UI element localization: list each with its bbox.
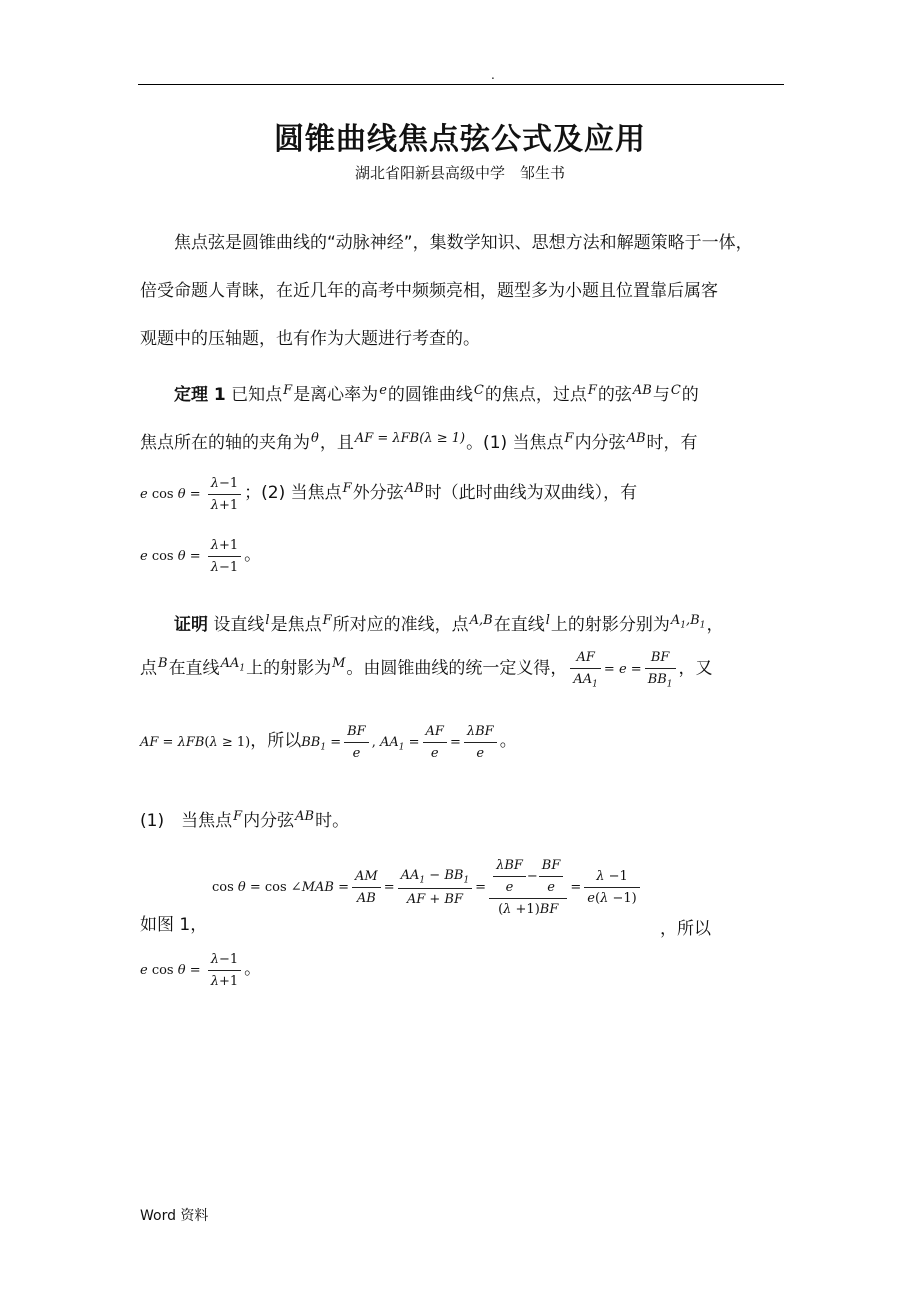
formula-internal: e cos θ = $\frac{\lambda-1}{\lambda+1}$ <box>140 487 244 502</box>
formula-definition: $\frac{AF}{AA_1}$ = e = $\frac{BF}{BB_1}$ <box>567 662 678 677</box>
fig-text-left: 如图 1， <box>140 915 208 935</box>
formula-cos-derivation: cos θ = cos ∠MAB = $\frac{AM}{AB}$ = $\frac{AA_1 - BB_1}{AF + BF}$ = $\frac{\text{λBF}}{e}$ − $\frac{BF}{e}$ (λ +1)BF = $\frac{\lambda -1}{e(\lambda -1)}$ <box>212 858 643 917</box>
header-rule <box>138 84 784 85</box>
intro-line-1: 焦点弦是圆锥曲线的“动脉神经”，集数学知识、思想方法和解题策略于一体， <box>174 233 753 253</box>
theorem-label: 定理 1 <box>174 385 226 405</box>
page-title: 圆锥曲线焦点弦公式及应用 <box>274 122 646 157</box>
formula-final: e cos θ = $\frac{\lambda-1}{\lambda+1}$ <box>140 963 244 978</box>
final-line: e cos θ = $\frac{\lambda-1}{\lambda+1}$ 。 <box>140 952 262 989</box>
theorem-line-4: e cos θ = $\frac{\lambda+1}{\lambda-1}$ 。 <box>140 538 262 575</box>
header-dot: . <box>491 68 495 82</box>
author-line: 湖北省阳新县高级中学 邹生书 <box>354 164 565 182</box>
intro-line-2: 倍受命题人青睐，在近几年的高考中频频亮相，题型多为小题且位置靠后属客 <box>140 281 718 301</box>
footer-text: Word 资料 <box>140 1208 209 1224</box>
proof-line-2: 点$^B$在直线$^{AA_1}$上的射影为$^M$。由圆锥曲线的统一定义得， $\frac{AF}{AA_1}$ = e = $\frac{BF}{BB_1}$ ，又 <box>140 650 713 690</box>
proof-line-1: 证明 设直线$^l$是焦点$^F$所对应的准线，点$^{A,B}$在直线$^l$上的射影分别为$^{A_1,B_1}$， <box>174 613 724 635</box>
formula-external: e cos θ = $\frac{\lambda+1}{\lambda-1}$ <box>140 549 244 564</box>
proof-label: 证明 <box>174 615 208 635</box>
theorem-line-3: e cos θ = $\frac{\lambda-1}{\lambda+1}$ ；(2) 当焦点$^F$外分弦$^{AB}$时（此时曲线为双曲线），有 <box>140 476 638 513</box>
intro-line-3: 观题中的压轴题，也有作为大题进行考查的。 <box>140 329 480 349</box>
case-1-line: (1) 当焦点$^F$内分弦$^{AB}$时。 <box>140 809 350 831</box>
fig-text-right: ，所以 <box>660 919 711 939</box>
theorem-line-1: 定理 1 已知点$^F$是离心率为$^e$的圆锥曲线$^C$的焦点，过点$^F$的弦$^{AB}$与$^C$的 <box>174 383 699 405</box>
theorem-line-2: 焦点所在的轴的夹角为$^\theta$，且$^{AF = \lambda FB(\lambda \ge 1)}$。(1) 当焦点$^F$内分弦$^{AB}$时，有 <box>140 431 698 453</box>
proof-line-3: AF = λFB(λ ≥ 1)，所以$BB_1$ = $\frac{BF}{e}$ , $AA_1$ = $\frac{AF}{e}$ = $\frac{\text{λBF}}{e}$ 。 <box>140 724 517 761</box>
formula-bb1-aa1: $BB_1$ = $\frac{BF}{e}$ , $AA_1$ = $\frac{AF}{e}$ = $\frac{\text{λBF}}{e}$ <box>301 735 499 750</box>
